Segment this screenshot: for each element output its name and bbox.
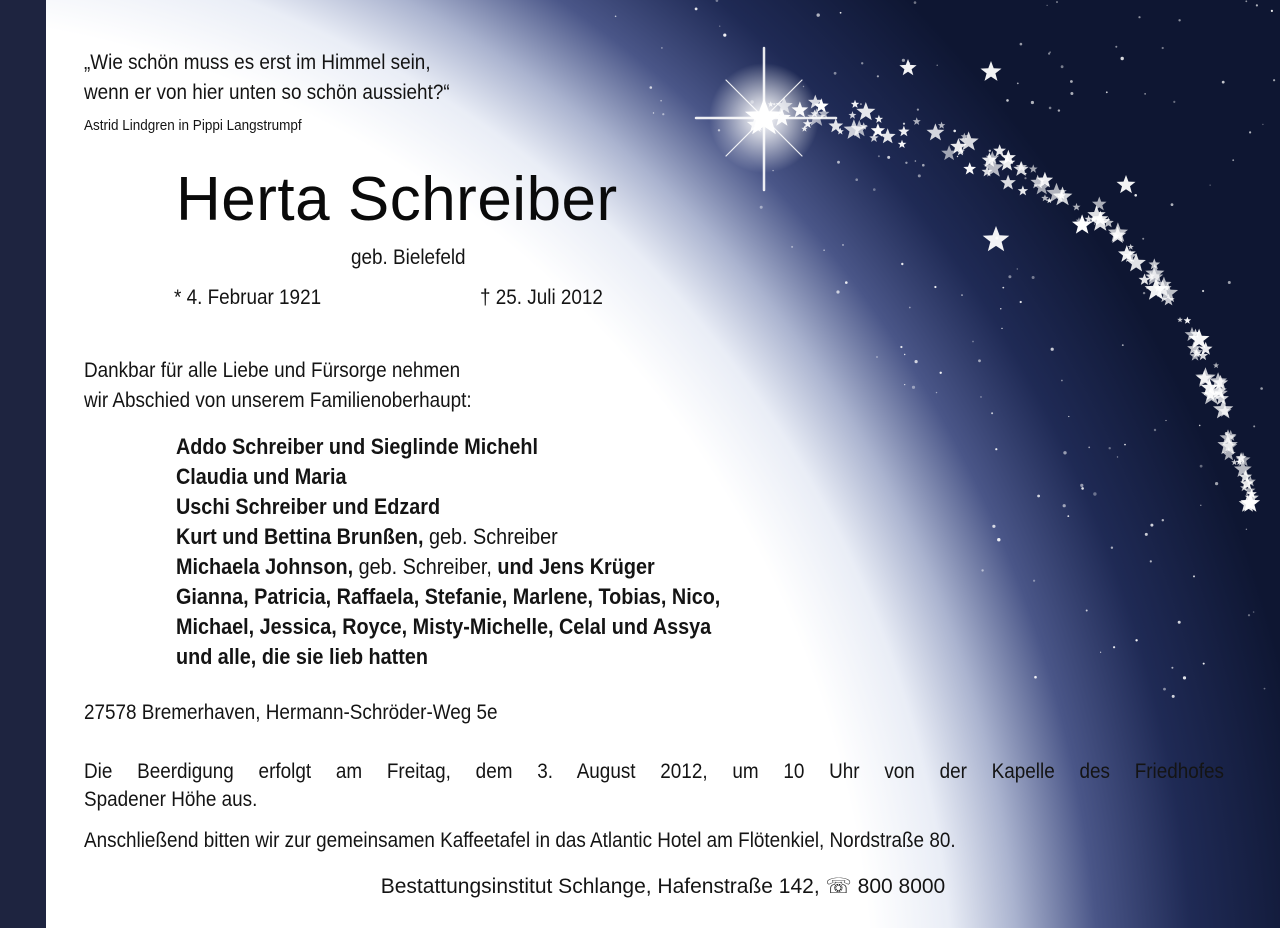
mourner-birth-name: geb. Schreiber, bbox=[353, 554, 492, 579]
star-dot bbox=[840, 12, 842, 14]
star-dot bbox=[873, 188, 876, 191]
star-dot bbox=[1199, 425, 1201, 427]
star-dot bbox=[1049, 107, 1052, 110]
star-dot bbox=[1068, 416, 1069, 417]
star-dot bbox=[1037, 495, 1040, 498]
mourner-line bbox=[176, 552, 720, 582]
star-dot bbox=[877, 75, 879, 77]
mourner-names: und Jens Krüger bbox=[491, 554, 655, 579]
star-dot bbox=[1111, 547, 1113, 549]
star-dot bbox=[1034, 676, 1037, 679]
star-dot bbox=[1000, 308, 1001, 309]
star-dot bbox=[900, 346, 902, 348]
farewell-intro bbox=[84, 356, 472, 416]
star-dot bbox=[1001, 328, 1002, 329]
star-dot bbox=[936, 392, 937, 393]
star-dot bbox=[791, 246, 793, 248]
mourner-names: Kurt und Bettina Brunßen, bbox=[176, 524, 424, 549]
star-dot bbox=[1113, 646, 1115, 648]
star-dot bbox=[695, 7, 698, 10]
star-dot bbox=[934, 286, 936, 288]
star-dot bbox=[1086, 610, 1088, 612]
star-dot bbox=[1094, 223, 1095, 224]
deceased-name: Herta Schreiber bbox=[176, 165, 618, 234]
star-dot bbox=[1024, 177, 1026, 179]
star-dot bbox=[922, 164, 925, 167]
star-dot bbox=[1063, 504, 1066, 507]
star-dot bbox=[904, 384, 905, 385]
undertaker-info bbox=[46, 872, 1280, 902]
star-dot bbox=[1031, 101, 1034, 104]
star-dot bbox=[937, 65, 938, 66]
star-dot bbox=[980, 396, 981, 397]
star-dot bbox=[1178, 621, 1181, 624]
star-dot bbox=[989, 150, 991, 152]
quote-line-2: wenn er von hier unten so schön aussieht?“ bbox=[84, 81, 450, 104]
star-dot bbox=[1150, 560, 1152, 562]
star-dot bbox=[909, 307, 911, 309]
funeral-info-line-2: Spadener Höhe aus. bbox=[84, 788, 258, 811]
birth-name: geb. Bielefeld bbox=[351, 246, 466, 269]
star-dot bbox=[904, 354, 905, 355]
mourner-line bbox=[176, 522, 720, 552]
star-dot bbox=[1058, 109, 1060, 111]
star-dot bbox=[1056, 1, 1058, 3]
star-dot bbox=[845, 281, 848, 284]
star-dot bbox=[1048, 53, 1050, 55]
star-dot bbox=[1178, 19, 1180, 21]
star-dot bbox=[1093, 492, 1096, 495]
star-dot bbox=[860, 103, 862, 105]
funeral-info-line-1: Die Beerdigung erfolgt am Freitag, dem 3. August 2012, um 10 Uhr von der Kapelle des Friedhofes bbox=[84, 760, 1224, 783]
star-dot bbox=[1215, 482, 1218, 485]
mourner-line: Addo Schreiber und Sieglinde Michehl bbox=[176, 434, 538, 459]
star-dot bbox=[1171, 667, 1173, 669]
star-dot bbox=[1124, 444, 1126, 446]
star-dot bbox=[1121, 57, 1124, 60]
star-dot bbox=[1032, 276, 1035, 279]
star-dot bbox=[1200, 505, 1201, 506]
star-dot bbox=[1051, 348, 1054, 351]
star-dot bbox=[876, 356, 878, 358]
quote-source: Astrid Lindgren in Pippi Langstrumpf bbox=[84, 117, 302, 134]
star-dot bbox=[1202, 290, 1204, 292]
star-dot bbox=[1173, 101, 1175, 103]
star-dot bbox=[1100, 652, 1101, 653]
star-dot bbox=[905, 162, 907, 164]
star-dot bbox=[662, 113, 664, 115]
star-dot bbox=[901, 263, 903, 265]
birth-date: * 4. Februar 1921 bbox=[174, 286, 322, 309]
star-dot bbox=[1171, 203, 1174, 206]
star-dot bbox=[836, 290, 839, 293]
reception-info: Anschließend bitten wir zur gemeinsamen Kaffeetafel in das Atlantic Hotel am Flötenkiel, Nordstraße 80. bbox=[84, 829, 956, 852]
star-dot bbox=[1050, 52, 1051, 53]
star-dot bbox=[940, 372, 942, 374]
star-dot bbox=[1061, 380, 1063, 382]
star-dot bbox=[1245, 0, 1247, 2]
star-dot bbox=[1183, 676, 1186, 679]
telephone-icon: ☏ bbox=[825, 875, 852, 898]
star-dot bbox=[878, 155, 880, 157]
star-dot bbox=[1165, 420, 1166, 421]
mourner-names: Michaela Johnson, bbox=[176, 554, 354, 579]
star-dot bbox=[1080, 484, 1083, 487]
star-dot bbox=[1154, 429, 1156, 431]
star-dot bbox=[1070, 80, 1073, 83]
star-dot bbox=[1033, 580, 1035, 582]
star-dot bbox=[661, 47, 663, 49]
star-dot bbox=[1228, 281, 1231, 284]
star-dot bbox=[1020, 43, 1023, 46]
star-dot bbox=[1163, 688, 1166, 691]
star-dot bbox=[823, 249, 825, 251]
star-dot bbox=[1142, 238, 1144, 240]
star-dot bbox=[912, 386, 915, 389]
mourner-line: und alle, die sie lieb hatten bbox=[176, 644, 428, 669]
star-dot bbox=[1260, 387, 1263, 390]
star-dot bbox=[1144, 93, 1145, 94]
star-dot bbox=[760, 206, 763, 209]
star-dot bbox=[1193, 575, 1195, 577]
star-dot bbox=[837, 161, 840, 164]
star-dot bbox=[1264, 688, 1266, 690]
star-dot bbox=[1002, 287, 1004, 289]
death-date: † 25. Juli 2012 bbox=[480, 286, 603, 309]
star-dot bbox=[1061, 65, 1064, 68]
star-dot bbox=[1067, 515, 1069, 517]
mourner-line: Gianna, Patricia, Raffaela, Stefanie, Marlene, Tobias, Nico, bbox=[176, 584, 721, 609]
star-dot bbox=[842, 244, 843, 245]
star-dot bbox=[957, 156, 958, 157]
star-dot bbox=[1246, 529, 1247, 530]
undertaker-address: Bestattungsinstitut Schlange, Hafenstraße 142, bbox=[380, 875, 820, 898]
star-dot bbox=[1017, 268, 1018, 269]
star-dot bbox=[953, 130, 956, 133]
star-dot bbox=[1135, 639, 1137, 641]
intro-line-2: wir Abschied von unserem Familienoberhaupt: bbox=[84, 389, 472, 412]
star-dot bbox=[902, 59, 905, 62]
star-dot bbox=[719, 26, 720, 27]
star-dot bbox=[653, 112, 654, 113]
star-dot bbox=[1006, 99, 1009, 102]
quote bbox=[84, 48, 450, 108]
star-dot bbox=[1150, 524, 1153, 527]
star-dot bbox=[1134, 194, 1137, 197]
star-dot bbox=[1172, 695, 1175, 698]
intro-line-1: Dankbar für alle Liebe und Fürsorge nehmen bbox=[84, 359, 461, 382]
star-dot bbox=[914, 1, 917, 4]
star-dot bbox=[1273, 79, 1275, 81]
star-dot bbox=[1109, 447, 1111, 449]
star-dot bbox=[1088, 447, 1090, 449]
star-dot bbox=[1222, 81, 1225, 84]
star-dot bbox=[834, 72, 837, 75]
star-dot bbox=[1106, 91, 1108, 93]
star-dot bbox=[1143, 292, 1145, 294]
star-dot bbox=[961, 294, 962, 295]
mourner-birth-name: geb. Schreiber bbox=[423, 524, 558, 549]
star-dot bbox=[903, 123, 905, 125]
star-dot bbox=[1262, 124, 1263, 125]
mourners-list bbox=[176, 432, 720, 672]
star-dot bbox=[917, 109, 919, 111]
star-dot bbox=[1162, 47, 1164, 49]
star-dot bbox=[997, 538, 1000, 541]
star-dot bbox=[981, 569, 983, 571]
star-dot bbox=[1117, 456, 1118, 457]
star-dot bbox=[978, 359, 981, 362]
star-dot bbox=[1138, 16, 1140, 18]
star-dot bbox=[887, 156, 890, 159]
notice-sheet bbox=[46, 0, 1280, 928]
star-dot bbox=[660, 100, 662, 102]
star-dot bbox=[972, 341, 974, 343]
star-dot bbox=[1248, 614, 1250, 616]
star-dot bbox=[1162, 519, 1164, 521]
star-dot bbox=[915, 160, 917, 162]
star-dot bbox=[723, 34, 726, 37]
star-dot bbox=[1271, 10, 1273, 12]
star-dot bbox=[1070, 92, 1073, 95]
star-dot bbox=[615, 15, 617, 17]
star-dot bbox=[991, 412, 993, 414]
star-dot bbox=[1145, 533, 1148, 536]
undertaker-phone: 800 8000 bbox=[857, 875, 946, 898]
mourner-line: Claudia und Maria bbox=[176, 464, 347, 489]
star-dot bbox=[1063, 451, 1066, 454]
star-dot bbox=[817, 13, 820, 16]
star-dot bbox=[1017, 83, 1019, 85]
family-address: 27578 Bremerhaven, Hermann-Schröder-Weg 5e bbox=[84, 701, 498, 724]
star-dot bbox=[1249, 131, 1251, 133]
star-dot bbox=[1115, 46, 1117, 48]
star-dot bbox=[1203, 663, 1205, 665]
star-dot bbox=[1122, 344, 1124, 346]
star-dot bbox=[1253, 611, 1255, 613]
star-dot bbox=[1047, 5, 1048, 6]
star-dot bbox=[995, 448, 997, 450]
star-dot bbox=[1232, 159, 1234, 161]
star-dot bbox=[1020, 301, 1022, 303]
star-dot bbox=[915, 360, 918, 363]
star-dot bbox=[1200, 465, 1203, 468]
star-dot bbox=[861, 62, 863, 64]
star-dot bbox=[1081, 487, 1084, 490]
mourner-line: Uschi Schreiber und Edzard bbox=[176, 494, 441, 519]
star-dot bbox=[855, 178, 858, 181]
star-dot bbox=[650, 86, 653, 89]
star-dot bbox=[918, 174, 921, 177]
left-border-bar bbox=[0, 0, 46, 928]
star-dot bbox=[1008, 275, 1011, 278]
star-dot bbox=[1253, 425, 1255, 427]
star-dot bbox=[1256, 4, 1258, 6]
mourner-line: Michael, Jessica, Royce, Misty-Michelle, Celal und Assya bbox=[176, 614, 712, 639]
star-dot bbox=[1210, 185, 1211, 186]
quote-line-1: „Wie schön muss es erst im Himmel sein, bbox=[84, 51, 431, 74]
star-dot bbox=[992, 525, 995, 528]
